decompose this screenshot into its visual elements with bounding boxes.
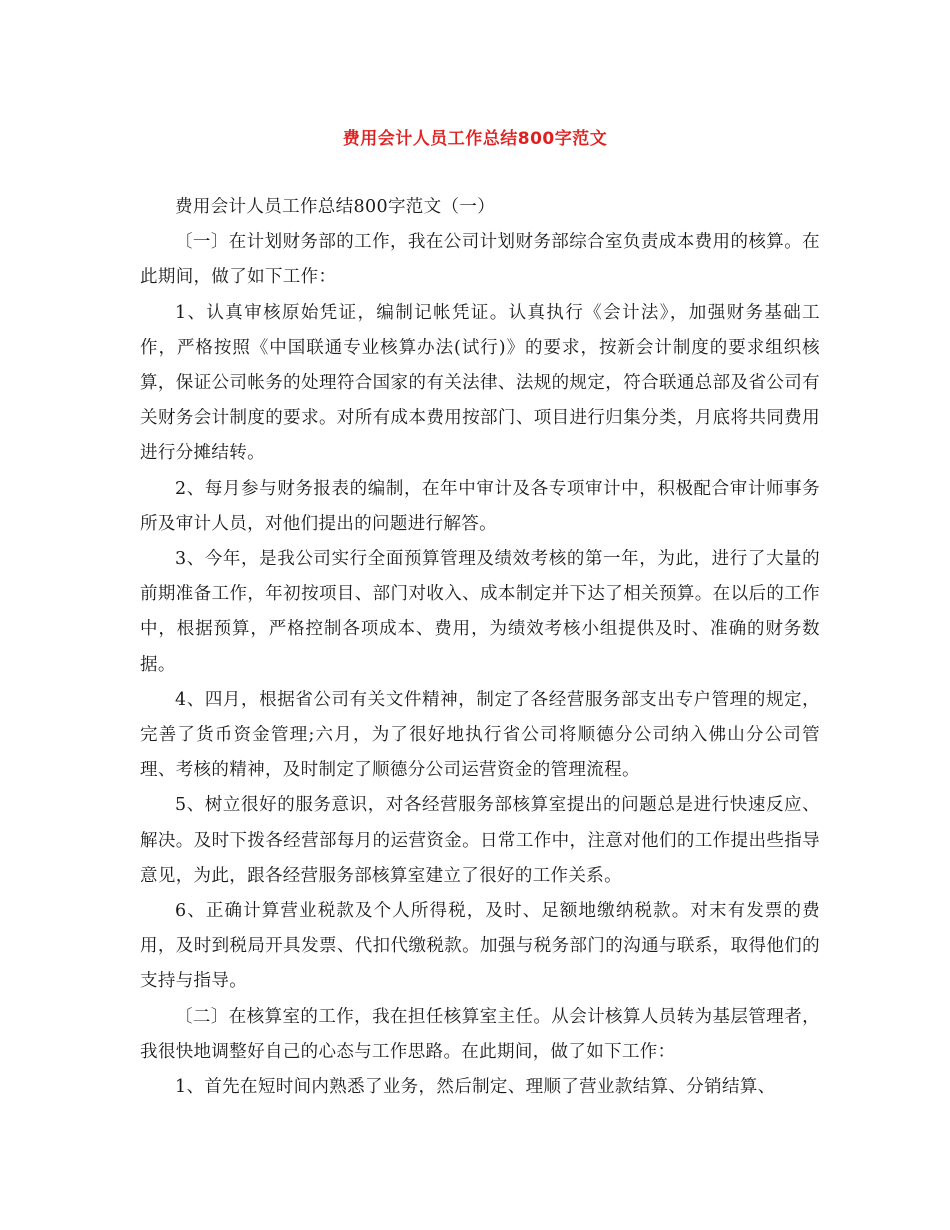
item-4-paragraph: 4、四月，根据省公司有关文件精神，制定了各经营服务部支出专户管理的规定，完善了货币资金管理;六月，为了很好地执行省公司将顺德分公司纳入佛山分公司管理、考核的精神，及时制定了顺德分公司运营资金的管理流程。	[140, 689, 820, 781]
document-title: 费用会计人员工作总结800字范文	[342, 129, 608, 149]
item-5-paragraph: 5、树立很好的服务意识，对各经营服务部核算室提出的问题总是进行快速反应、解决。及时下拨各经营部每月的运营资金。日常工作中，注意对他们的工作提出些指导意见，为此，跟各经营服务部核算室建立了很好的工作关系。	[140, 795, 820, 886]
section-one-intro-paragraph: 〔一〕在计划财务部的工作，我在公司计划财务部综合室负责成本费用的核算。在此期间，做了如下工作：	[140, 232, 820, 288]
item-6-paragraph: 6、正确计算营业税款及个人所得税，及时、足额地缴纳税款。对末有发票的费用，及时到税局开具发票、代扣代缴税款。加强与税务部门的沟通与联系，取得他们的支持与指导。	[140, 901, 820, 992]
item-1-paragraph: 1、认真审核原始凭证，编制记帐凭证。认真执行《会计法》，加强财务基础工作，严格按照《中国联通专业核算办法(试行)》的要求，按新会计制度的要求组织核算，保证公司帐务的处理符合国家的有关法律、法规的规定，符合联通总部及省公司有关财务会计制度的要求。对所有成本费用按部门、项目进行归集分类，月底将共同费用进行分摊结转。	[140, 302, 820, 464]
item-2-paragraph: 2、每月参与财务报表的编制，在年中审计及各专项审计中，积极配合审计师事务所及审计人员，对他们提出的问题进行解答。	[140, 478, 820, 534]
document-body	[140, 190, 820, 1105]
section-two-item-1-paragraph: 1、首先在短时间内熟悉了业务，然后制定、理顺了营业款结算、分销结算、	[175, 1077, 776, 1098]
section-two-intro-paragraph: 〔二〕在核算室的工作，我在担任核算室主任。从会计核算人员转为基层管理者，我很快地调整好自己的心态与工作思路。在此期间，做了如下工作：	[140, 1006, 820, 1062]
subtitle-paragraph: 费用会计人员工作总结800字范文（一）	[175, 197, 496, 217]
item-3-paragraph: 3、今年，是我公司实行全面预算管理及绩效考核的第一年，为此，进行了大量的前期准备工作，年初按项目、部门对收入、成本制定并下达了相关预算。在以后的工作中，根据预算，严格控制各项成本、费用，为绩效考核小组提供及时、准确的财务数据。	[140, 549, 820, 675]
